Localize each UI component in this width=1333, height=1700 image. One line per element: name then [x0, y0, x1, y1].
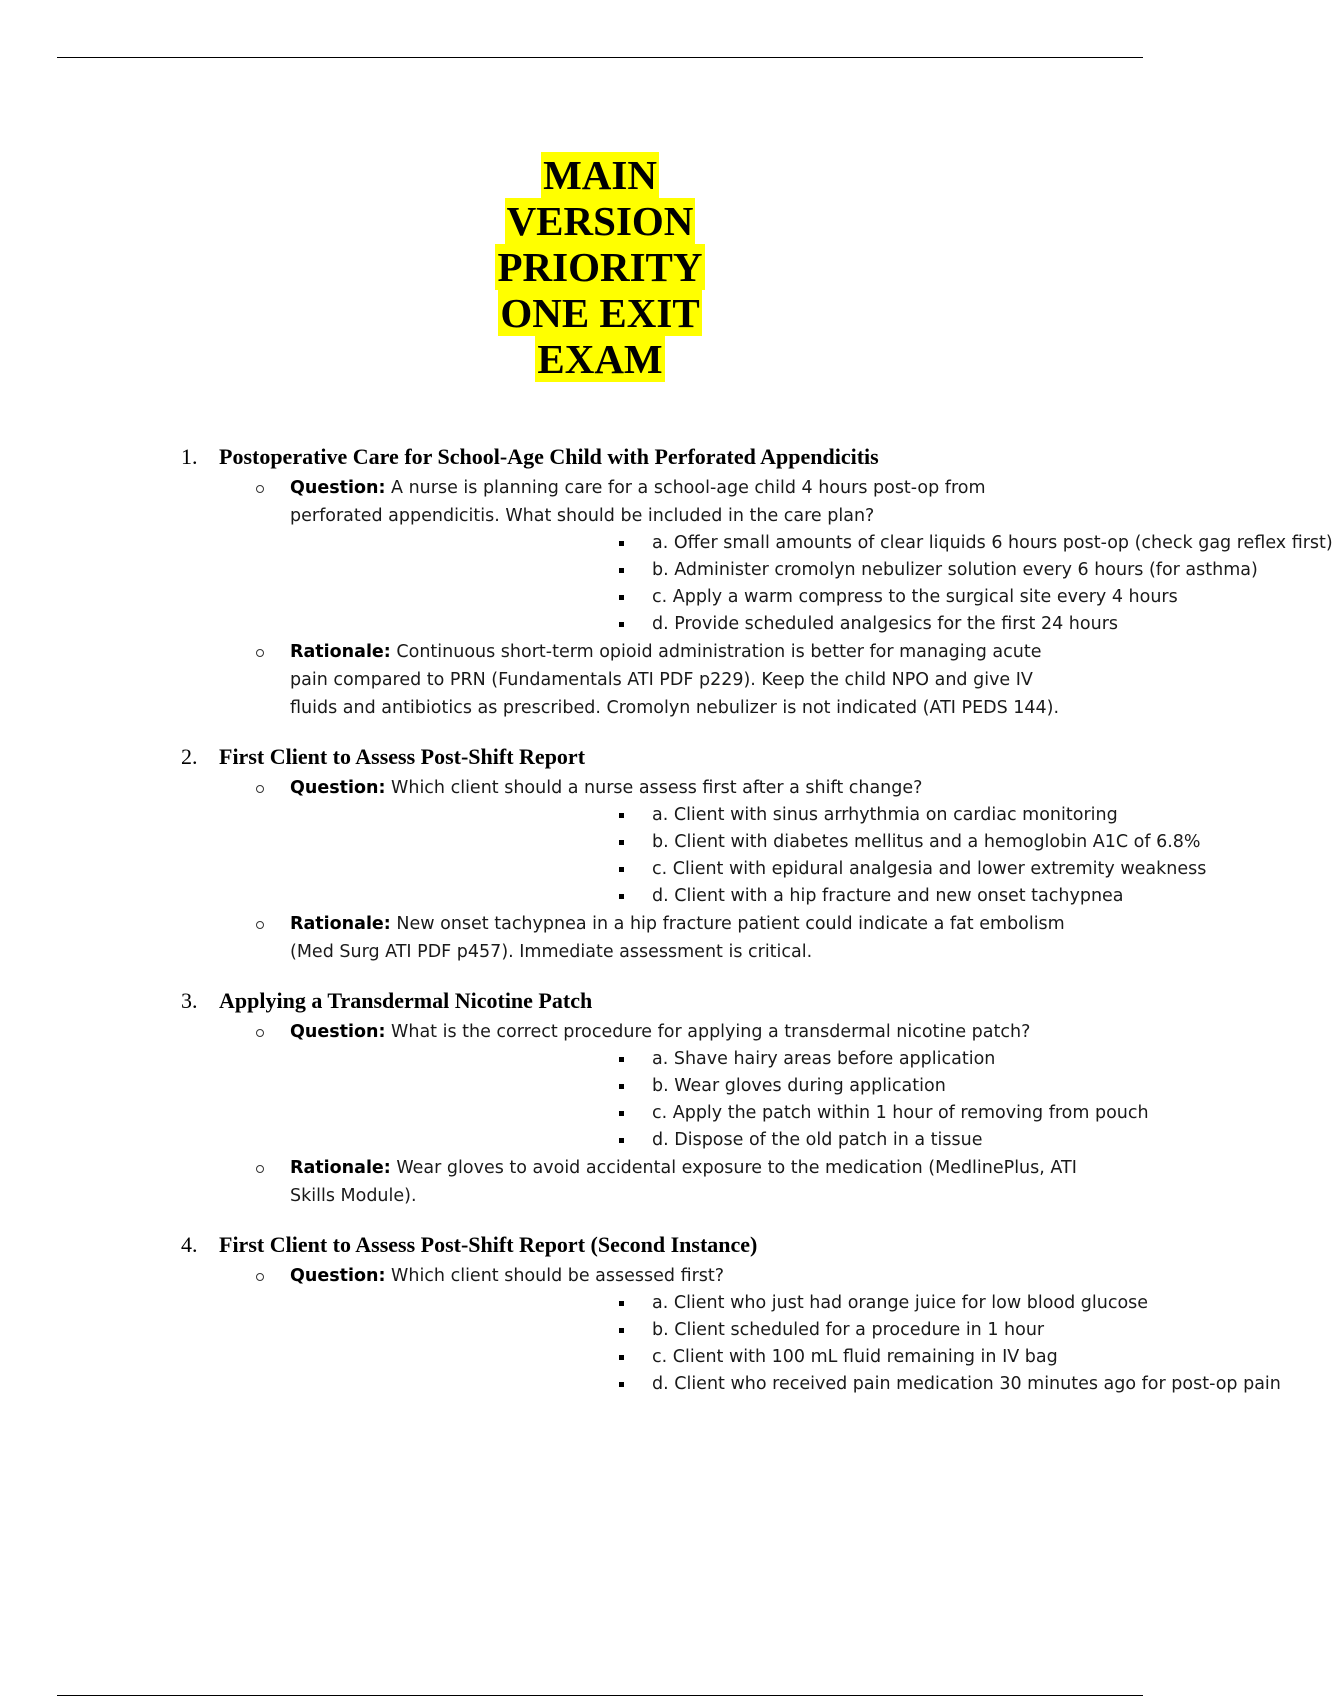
answer-options — [290, 1290, 1281, 1398]
circle-bullet-icon — [256, 921, 264, 929]
question-prompt — [0, 1262, 1281, 1398]
square-bullet-icon — [619, 813, 624, 818]
answer-option — [290, 1371, 1281, 1398]
answer-option — [290, 883, 1124, 910]
rationale — [0, 1154, 1200, 1210]
question-details — [0, 774, 1207, 966]
answer-option-text: b. Wear gloves during application — [652, 1076, 946, 1096]
question-item — [0, 440, 1333, 722]
square-bullet-icon — [619, 894, 624, 899]
question-list — [0, 440, 1333, 1416]
rationale-text: Wear gloves to avoid accidental exposure to the medication (MedlinePlus, ATI Skills Module). — [290, 1158, 1077, 1206]
square-bullet-icon — [619, 1138, 624, 1143]
rationale-label: Rationale: — [290, 1158, 391, 1178]
square-bullet-icon — [619, 1301, 624, 1306]
bottom-rule — [57, 1695, 1143, 1696]
question-heading — [0, 984, 1200, 1018]
answer-option — [290, 1344, 1080, 1371]
circle-bullet-icon — [256, 649, 264, 657]
answer-option — [290, 1046, 1080, 1073]
square-bullet-icon — [619, 1382, 624, 1387]
answer-option-text: b. Client with diabetes mellitus and a hemoglobin A1C of 6.8% — [652, 832, 1201, 852]
answer-option — [290, 1290, 1149, 1317]
question-heading-text: Applying a Transdermal Nicotine Patch — [219, 988, 593, 1013]
question-details — [0, 474, 1333, 722]
question-prompt — [0, 774, 1207, 910]
rationale-label: Rationale: — [290, 642, 391, 662]
question-label: Question: — [290, 1266, 386, 1286]
answer-option — [290, 1073, 1080, 1100]
question-item — [0, 984, 1200, 1210]
square-bullet-icon — [619, 840, 624, 845]
square-bullet-icon — [619, 1057, 624, 1062]
circle-bullet-icon — [256, 1165, 264, 1173]
circle-bullet-icon — [256, 1029, 264, 1037]
answer-options — [290, 1046, 1149, 1154]
answer-option-text: c. Client with 100 mL fluid remaining in IV bag — [652, 1347, 1058, 1367]
answer-option — [290, 1127, 1080, 1154]
question-heading — [0, 440, 1200, 474]
circle-bullet-icon — [256, 485, 264, 493]
question-heading-text: Postoperative Care for School-Age Child with Perforated Appendicitis — [219, 444, 879, 469]
title-line: EXAM — [537, 336, 663, 382]
question-prompt — [0, 1018, 1200, 1154]
question-number: 4. — [181, 1232, 198, 1257]
question-details — [0, 1018, 1200, 1210]
answer-option — [290, 829, 1201, 856]
question-number: 3. — [181, 988, 198, 1013]
answer-option — [290, 1100, 1149, 1127]
rationale-label: Rationale: — [290, 914, 391, 934]
circle-bullet-icon — [256, 785, 264, 793]
top-rule — [57, 57, 1143, 58]
title-line: PRIORITY — [497, 244, 703, 290]
answer-option — [290, 1317, 1080, 1344]
question-text: What is the correct procedure for applying a transdermal nicotine patch? — [391, 1022, 1031, 1042]
square-bullet-icon — [619, 595, 624, 600]
answer-options — [290, 530, 1333, 638]
answer-option-text: d. Dispose of the old patch in a tissue — [652, 1130, 983, 1150]
answer-option-text: a. Client who just had orange juice for low blood glucose — [652, 1293, 1149, 1313]
question-text: Which client should a nurse assess first after a shift change? — [391, 778, 923, 798]
answer-option — [290, 584, 1178, 611]
answer-options — [290, 802, 1207, 910]
question-heading — [0, 1228, 1200, 1262]
square-bullet-icon — [619, 622, 624, 627]
question-label: Question: — [290, 778, 386, 798]
title-line: MAIN — [543, 152, 657, 198]
square-bullet-icon — [619, 541, 624, 546]
answer-option-text: a. Shave hairy areas before application — [652, 1049, 996, 1069]
question-text: A nurse is planning care for a school-age child 4 hours post-op from perforated appendicitis. What should be included in the care plan? — [290, 478, 986, 526]
question-label: Question: — [290, 478, 386, 498]
question-label: Question: — [290, 1022, 386, 1042]
answer-option-text: b. Client scheduled for a procedure in 1 hour — [652, 1320, 1045, 1340]
question-number: 2. — [181, 744, 198, 769]
rationale — [0, 638, 1200, 722]
question-heading-text: First Client to Assess Post-Shift Report — [219, 744, 586, 769]
rationale — [0, 910, 1200, 966]
question-heading-text: First Client to Assess Post-Shift Report (Second Instance) — [219, 1232, 758, 1257]
title-line: ONE EXIT — [500, 290, 700, 336]
square-bullet-icon — [619, 1111, 624, 1116]
question-item — [0, 1228, 1281, 1398]
answer-option-text: b. Administer cromolyn nebulizer solution every 6 hours (for asthma) — [652, 560, 1258, 580]
answer-option — [290, 611, 1119, 638]
question-number: 1. — [181, 444, 198, 469]
square-bullet-icon — [619, 1328, 624, 1333]
answer-option-text: c. Client with epidural analgesia and lower extremity weakness — [652, 859, 1207, 879]
document-title — [0, 152, 1200, 382]
answer-option — [290, 856, 1207, 883]
answer-option-text: a. Offer small amounts of clear liquids 6 hours post-op (check gag reflex first) — [652, 533, 1333, 553]
question-details — [0, 1262, 1281, 1398]
answer-option — [290, 802, 1118, 829]
title-line: VERSION — [506, 198, 694, 244]
answer-option — [290, 557, 1258, 584]
answer-option-text: c. Apply a warm compress to the surgical site every 4 hours — [652, 587, 1178, 607]
answer-option-text: c. Apply the patch within 1 hour of removing from pouch — [652, 1103, 1149, 1123]
circle-bullet-icon — [256, 1273, 264, 1281]
answer-option-text: d. Provide scheduled analgesics for the first 24 hours — [652, 614, 1119, 634]
answer-option-text: d. Client with a hip fracture and new onset tachypnea — [652, 886, 1124, 906]
answer-option — [290, 530, 1333, 557]
question-heading — [0, 740, 1200, 774]
answer-option-text: a. Client with sinus arrhythmia on cardiac monitoring — [652, 805, 1118, 825]
square-bullet-icon — [619, 568, 624, 573]
square-bullet-icon — [619, 867, 624, 872]
question-text: Which client should be assessed first? — [391, 1266, 725, 1286]
question-item — [0, 740, 1207, 966]
square-bullet-icon — [619, 1355, 624, 1360]
square-bullet-icon — [619, 1084, 624, 1089]
question-prompt — [0, 474, 1333, 638]
rationale-text: New onset tachypnea in a hip fracture patient could indicate a fat embolism (Med Surg ATI PDF p457). Immediate assessment is critical. — [290, 914, 1065, 962]
rationale-text: Continuous short-term opioid administration is better for managing acute pain compared to PRN (Fundamentals ATI PDF p229). Keep the child NPO and give IV fluids and antibiotics as prescribed. Cromolyn nebulizer is not indicated (ATI PEDS 144). — [290, 642, 1060, 718]
answer-option-text: d. Client who received pain medication 30 minutes ago for post-op pain — [652, 1374, 1281, 1394]
